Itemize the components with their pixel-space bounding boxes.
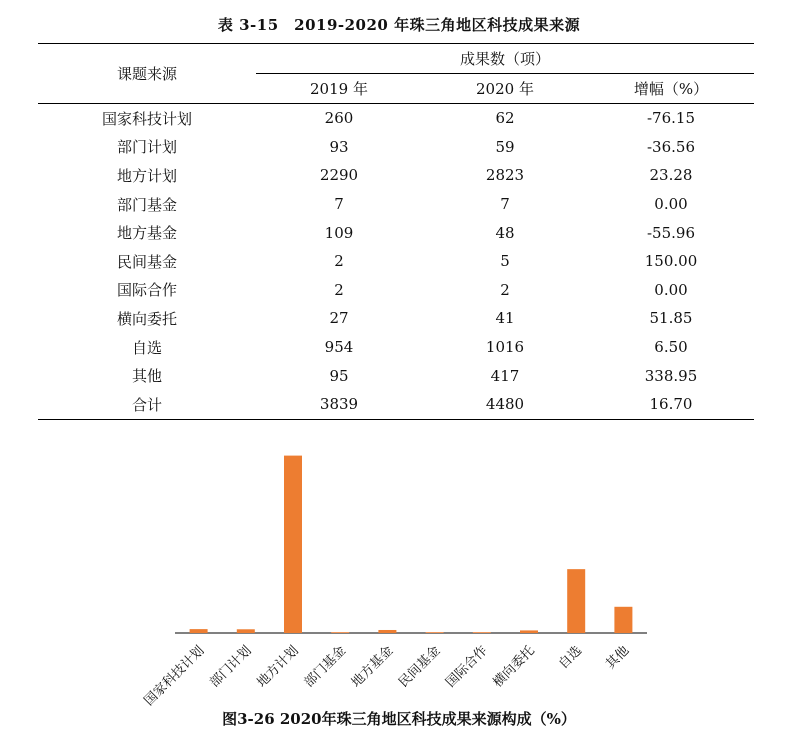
bar-1 (190, 629, 208, 633)
x-tick-label: 地方计划 (254, 643, 302, 691)
table-row (38, 361, 754, 390)
cell-y2019: 2290 (319, 166, 359, 185)
bar-4 (331, 632, 349, 633)
x-tick-label: 自选 (556, 643, 586, 673)
bar-3 (284, 456, 302, 633)
cell-growth: -55.96 (646, 223, 695, 242)
col-header-2020: 2020 年 (422, 74, 588, 104)
cell-y2019: 27 (329, 309, 349, 328)
data-table (38, 43, 754, 420)
bar-6 (426, 632, 444, 633)
cell-y2019: 2 (334, 280, 344, 299)
cell-y2020: 2823 (485, 166, 525, 185)
cell-source: 部门基金 (116, 195, 177, 214)
bar-8 (520, 630, 538, 633)
cell-y2019: 95 (329, 366, 349, 385)
x-tick-label: 国家科技计划 (141, 643, 208, 709)
cell-source: 合计 (38, 390, 256, 419)
cell-y2019: 7 (334, 195, 344, 214)
cell-y2020: 7 (500, 195, 510, 214)
cell-y2019: 3839 (256, 390, 422, 419)
cell-source: 地方计划 (116, 166, 177, 185)
bar-10 (614, 607, 632, 633)
x-tick-label: 国际合作 (443, 643, 491, 691)
cell-y2019: 260 (324, 109, 354, 128)
cell-y2019: 2 (334, 252, 344, 271)
bar-2 (237, 629, 255, 633)
cell-y2020: 59 (495, 137, 515, 156)
cell-growth: 150.00 (644, 252, 698, 271)
cell-y2020: 1016 (485, 338, 525, 357)
table-caption: 表 3-15 2019-2020 年珠三角地区科技成果来源 (217, 16, 581, 34)
cell-y2019: 109 (324, 223, 354, 242)
cell-y2020: 417 (490, 366, 520, 385)
table-row (38, 390, 754, 419)
cell-y2019: 954 (324, 338, 354, 357)
bar-5 (378, 630, 396, 633)
bar-7 (473, 632, 491, 633)
cell-y2020: 4480 (422, 390, 588, 419)
cell-growth: 0.00 (654, 280, 688, 299)
stub-header: 课题来源 (38, 44, 256, 104)
cell-y2020: 2 (500, 280, 510, 299)
cell-y2020: 62 (495, 109, 515, 128)
cell-growth: -36.56 (646, 137, 695, 156)
table-row (38, 104, 754, 133)
table-row (38, 333, 754, 362)
cell-growth: 6.50 (654, 338, 688, 357)
table-row (38, 190, 754, 219)
x-tick-label: 部门计划 (207, 643, 255, 691)
cell-growth: -76.15 (646, 109, 695, 128)
x-tick-label: 横向委托 (490, 643, 538, 691)
bar-9 (567, 569, 585, 633)
table-row (38, 218, 754, 247)
cell-y2020: 5 (500, 252, 510, 271)
table-row (38, 276, 754, 305)
cell-growth: 338.95 (644, 366, 698, 385)
cell-growth: 0.00 (654, 195, 688, 214)
col-header-growth: 增幅（%） (588, 74, 754, 104)
cell-source: 部门计划 (116, 138, 177, 157)
bar-chart-svg (0, 430, 798, 737)
cell-source: 其他 (131, 367, 162, 386)
cell-source: 横向委托 (116, 309, 177, 328)
table-row (38, 161, 754, 190)
cell-source: 自选 (131, 338, 162, 357)
cell-growth: 16.70 (588, 390, 754, 419)
x-tick-label: 地方基金 (348, 643, 397, 691)
x-tick-label: 部门基金 (301, 643, 350, 691)
figure-caption: 图3-26 2020年珠三角地区科技成果来源构成（%） (222, 710, 576, 728)
table-row (38, 133, 754, 162)
table-row (38, 304, 754, 333)
bar-chart (0, 430, 798, 737)
x-tick-label: 其他 (603, 643, 633, 673)
cell-y2020: 48 (495, 223, 515, 242)
cell-y2019: 93 (329, 137, 349, 156)
col-header-2019: 2019 年 (256, 74, 422, 104)
cell-growth: 23.28 (649, 166, 693, 185)
cell-source: 国家科技计划 (101, 109, 192, 128)
cell-source: 地方基金 (116, 224, 177, 243)
cell-source: 民间基金 (116, 252, 177, 271)
cell-y2020: 41 (495, 309, 515, 328)
x-tick-label: 民间基金 (396, 643, 444, 691)
cell-growth: 51.85 (649, 309, 693, 328)
cell-source: 国际合作 (116, 281, 177, 300)
group-header: 成果数（项） (256, 44, 754, 74)
table-row (38, 247, 754, 276)
